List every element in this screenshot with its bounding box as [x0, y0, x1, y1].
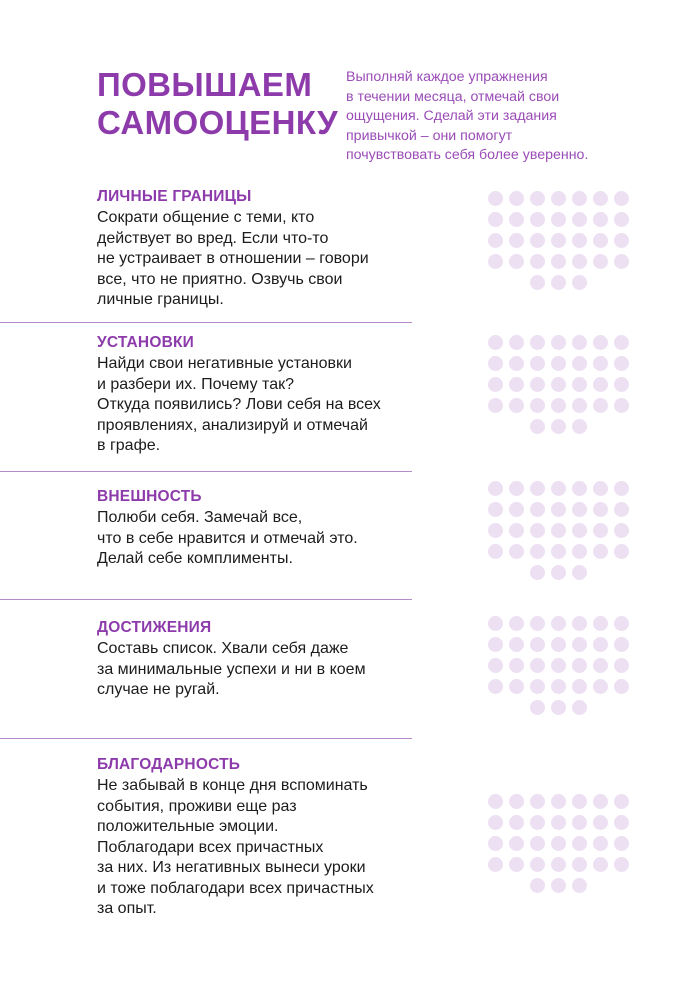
day-tracker-dot[interactable]	[614, 377, 629, 392]
section-text-line: действует во вред. Если что-то	[97, 229, 329, 247]
day-tracker-dot[interactable]	[572, 700, 587, 715]
day-tracker-dot[interactable]	[572, 658, 587, 673]
day-tracker-dot[interactable]	[551, 254, 566, 269]
day-tracker-dot[interactable]	[572, 836, 587, 851]
day-tracker-dot[interactable]	[530, 275, 545, 290]
day-tracker-dot[interactable]	[593, 523, 608, 538]
section-text-line: события, проживи еще раз	[97, 797, 297, 815]
day-tracker-dot[interactable]	[551, 233, 566, 248]
intro-text	[346, 68, 646, 166]
day-tracker-dot[interactable]	[572, 212, 587, 227]
day-tracker-dot[interactable]	[593, 794, 608, 809]
day-tracker-dot[interactable]	[530, 419, 545, 434]
day-tracker-dot[interactable]	[593, 233, 608, 248]
day-tracker-dot[interactable]	[572, 637, 587, 652]
page-title	[97, 66, 338, 142]
day-tracker-dot[interactable]	[509, 523, 524, 538]
day-tracker-dot[interactable]	[530, 356, 545, 371]
day-tracker-dot[interactable]	[551, 481, 566, 496]
day-tracker-dot[interactable]	[488, 212, 503, 227]
section-title: БЛАГОДАРНОСТЬ	[97, 756, 241, 773]
day-tracker-dot[interactable]	[572, 233, 587, 248]
day-tracker-dot[interactable]	[593, 637, 608, 652]
intro-line: в течении месяца, отмечай свои	[346, 88, 560, 105]
day-tracker-dot[interactable]	[614, 335, 629, 350]
section-text-line: Найди свои негативные установки	[97, 355, 352, 372]
section-divider	[0, 599, 412, 600]
day-tracker-dot[interactable]	[530, 398, 545, 413]
day-tracker-dot[interactable]	[509, 679, 524, 694]
day-tracker-dot[interactable]	[530, 233, 545, 248]
day-tracker-dot[interactable]	[551, 356, 566, 371]
day-tracker-dot[interactable]	[488, 658, 503, 673]
day-tracker-dot[interactable]	[488, 481, 503, 496]
section-personal-boundaries	[97, 187, 427, 311]
day-tracker-dot[interactable]	[593, 398, 608, 413]
day-tracker-dot[interactable]	[530, 502, 545, 517]
day-tracker-dot[interactable]	[551, 878, 566, 893]
intro-line: привычкой – они помогут	[346, 127, 513, 144]
day-tracker-dot[interactable]	[572, 191, 587, 206]
day-tracker-dot[interactable]	[593, 544, 608, 559]
day-tracker-dot[interactable]	[551, 637, 566, 652]
day-tracker-dot[interactable]	[572, 377, 587, 392]
day-tracker-dot[interactable]	[530, 481, 545, 496]
section-text-line: за минимальные успехи и ни в коем	[97, 660, 366, 678]
day-tracker-dot[interactable]	[488, 815, 503, 830]
day-tracker-dot[interactable]	[551, 700, 566, 715]
day-tracker-dot[interactable]	[614, 254, 629, 269]
day-tracker-dot[interactable]	[593, 857, 608, 872]
section-text-line: все, что не приятно. Озвучь свои	[97, 270, 343, 288]
day-tracker-dot[interactable]	[572, 275, 587, 290]
section-text-line: за опыт.	[97, 900, 157, 917]
day-tracker-dot[interactable]	[551, 212, 566, 227]
day-tracker-dot[interactable]	[551, 679, 566, 694]
day-tracker-dot[interactable]	[572, 616, 587, 631]
day-tracker-dot[interactable]	[551, 794, 566, 809]
day-tracker-dot[interactable]	[530, 637, 545, 652]
day-tracker-dot[interactable]	[572, 794, 587, 809]
day-tracker-dot[interactable]	[551, 523, 566, 538]
section-text-line: Сократи общение с теми, кто	[97, 209, 315, 226]
day-tracker-dot[interactable]	[530, 523, 545, 538]
day-tracker-dot[interactable]	[530, 857, 545, 872]
day-tracker-dot[interactable]	[614, 815, 629, 830]
day-tracker-dot[interactable]	[593, 481, 608, 496]
day-tracker-dot[interactable]	[509, 254, 524, 269]
intro-line: Выполняй каждое упражнения	[346, 69, 548, 85]
section-gratitude	[97, 755, 427, 920]
day-tracker-dot[interactable]	[551, 857, 566, 872]
section-text-line: в графе.	[97, 437, 161, 454]
day-tracker-dot[interactable]	[509, 502, 524, 517]
day-tracker-dot[interactable]	[488, 398, 503, 413]
day-tracker-dot[interactable]	[509, 481, 524, 496]
day-tracker-dot[interactable]	[551, 836, 566, 851]
section-appearance	[97, 487, 427, 570]
day-tracker-dot[interactable]	[614, 637, 629, 652]
day-tracker-dot[interactable]	[530, 544, 545, 559]
day-tracker-dot[interactable]	[593, 658, 608, 673]
day-tracker-dot[interactable]	[593, 815, 608, 830]
day-tracker-dot[interactable]	[509, 658, 524, 673]
day-tracker-dot[interactable]	[614, 836, 629, 851]
section-divider	[0, 471, 412, 472]
day-tracker-dot[interactable]	[530, 700, 545, 715]
day-tracker-dot[interactable]	[572, 815, 587, 830]
day-tracker-dot[interactable]	[530, 878, 545, 893]
day-tracker-dot[interactable]	[593, 254, 608, 269]
day-tracker-dot[interactable]	[551, 658, 566, 673]
day-tracker-dot[interactable]	[614, 658, 629, 673]
day-tracker-dot[interactable]	[572, 419, 587, 434]
day-tracker-dot[interactable]	[509, 335, 524, 350]
day-tracker-dot[interactable]	[509, 794, 524, 809]
section-text-line: что в себе нравится и отмечай это.	[97, 529, 358, 547]
intro-line: ощущения. Сделай эти задания	[346, 108, 557, 125]
day-tracker-dot[interactable]	[488, 335, 503, 350]
day-tracker-dot[interactable]	[593, 679, 608, 694]
day-tracker-dot[interactable]	[614, 356, 629, 371]
day-tracker-dot[interactable]	[614, 398, 629, 413]
day-tracker-dot[interactable]	[572, 481, 587, 496]
day-tracker-dot[interactable]	[530, 679, 545, 694]
day-tracker-dot[interactable]	[509, 815, 524, 830]
section-title: ДОСТИЖЕНИЯ	[97, 619, 212, 636]
section-divider	[0, 738, 412, 739]
section-text-line: не устраивает в отношении – говори	[97, 250, 369, 267]
section-title: ВНЕШНОСТЬ	[97, 488, 202, 505]
title-line-1: ПОВЫШАЕМ	[97, 66, 313, 103]
day-tracker-dot[interactable]	[614, 233, 629, 248]
section-text-line: за них. Из негативных вынеси уроки	[97, 859, 366, 876]
day-tracker-dot[interactable]	[530, 335, 545, 350]
day-tracker-dot[interactable]	[572, 335, 587, 350]
day-tracker-dot[interactable]	[488, 233, 503, 248]
section-text-line: Не забывай в конце дня вспоминать	[97, 777, 368, 794]
day-tracker-dot[interactable]	[551, 419, 566, 434]
day-tracker-dot[interactable]	[551, 335, 566, 350]
section-text-line: и разбери их. Почему так?	[97, 375, 294, 393]
section-text-line: Откуда появились? Лови себя на всех	[97, 396, 381, 413]
day-tracker-dot[interactable]	[572, 356, 587, 371]
day-tracker-dot[interactable]	[614, 502, 629, 517]
day-tracker-dot[interactable]	[572, 523, 587, 538]
day-tracker-dot[interactable]	[593, 836, 608, 851]
section-text-line: проявлениях, анализируй и отмечай	[97, 416, 368, 434]
day-tracker-dot[interactable]	[488, 794, 503, 809]
day-tracker-dot[interactable]	[593, 191, 608, 206]
day-tracker-dot[interactable]	[551, 275, 566, 290]
day-tracker-dot[interactable]	[593, 502, 608, 517]
day-tracker-dot[interactable]	[530, 616, 545, 631]
day-tracker-dot[interactable]	[593, 377, 608, 392]
day-tracker-dot[interactable]	[593, 356, 608, 371]
section-divider	[0, 322, 412, 323]
day-tracker-dot[interactable]	[509, 212, 524, 227]
day-tracker-dot[interactable]	[530, 254, 545, 269]
day-tracker-dot[interactable]	[551, 191, 566, 206]
section-text-line: личные границы.	[97, 291, 224, 308]
day-tracker-dot[interactable]	[509, 356, 524, 371]
day-tracker-dot[interactable]	[530, 815, 545, 830]
day-tracker-dot[interactable]	[488, 356, 503, 371]
day-tracker-dot[interactable]	[593, 212, 608, 227]
day-tracker-dot[interactable]	[488, 502, 503, 517]
day-tracker-dot[interactable]	[572, 857, 587, 872]
day-tracker-dot[interactable]	[530, 212, 545, 227]
section-achievements	[97, 618, 427, 701]
day-tracker-dot[interactable]	[509, 377, 524, 392]
day-tracker-dot[interactable]	[488, 254, 503, 269]
day-tracker-dot[interactable]	[572, 544, 587, 559]
section-title: УСТАНОВКИ	[97, 334, 194, 351]
day-tracker-dot[interactable]	[509, 857, 524, 872]
day-tracker-dot[interactable]	[488, 679, 503, 694]
day-tracker-dot[interactable]	[488, 523, 503, 538]
day-tracker-dot[interactable]	[551, 398, 566, 413]
day-tracker-dot[interactable]	[509, 544, 524, 559]
day-tracker-dot[interactable]	[614, 679, 629, 694]
day-tracker-dot[interactable]	[572, 679, 587, 694]
day-tracker-dot[interactable]	[614, 212, 629, 227]
day-tracker-dot[interactable]	[488, 377, 503, 392]
day-tracker-dot[interactable]	[488, 544, 503, 559]
section-text-line: Поблагодари всех причастных	[97, 838, 324, 856]
section-text-line: положительные эмоции.	[97, 818, 279, 835]
section-text-line: случае не ругай.	[97, 681, 220, 698]
day-tracker-dot[interactable]	[509, 398, 524, 413]
day-tracker-dot[interactable]	[488, 836, 503, 851]
day-tracker-dot[interactable]	[572, 502, 587, 517]
section-text-line: Делай себе комплименты.	[97, 550, 293, 567]
day-tracker-dot[interactable]	[530, 377, 545, 392]
day-tracker-dot[interactable]	[551, 377, 566, 392]
section-beliefs	[97, 333, 427, 457]
day-tracker-dot[interactable]	[614, 523, 629, 538]
day-tracker-dot[interactable]	[551, 544, 566, 559]
day-tracker-dot[interactable]	[614, 481, 629, 496]
day-tracker-dot[interactable]	[614, 544, 629, 559]
day-tracker-dot[interactable]	[551, 502, 566, 517]
day-tracker-dot[interactable]	[614, 616, 629, 631]
day-tracker-dot[interactable]	[551, 565, 566, 580]
section-text-line: Полюби себя. Замечай все,	[97, 509, 303, 526]
day-tracker-dot[interactable]	[593, 616, 608, 631]
section-text-line: Составь список. Хвали себя даже	[97, 640, 349, 657]
day-tracker-dot[interactable]	[530, 191, 545, 206]
day-tracker-dot[interactable]	[530, 658, 545, 673]
day-tracker-dot[interactable]	[509, 836, 524, 851]
day-tracker-dot[interactable]	[572, 878, 587, 893]
day-tracker-dot[interactable]	[488, 616, 503, 631]
day-tracker-dot[interactable]	[530, 836, 545, 851]
day-tracker-dot[interactable]	[614, 794, 629, 809]
day-tracker-dot[interactable]	[509, 616, 524, 631]
title-line-2: САМООЦЕНКУ	[97, 104, 339, 141]
day-tracker-dot[interactable]	[614, 191, 629, 206]
section-title: ЛИЧНЫЕ ГРАНИЦЫ	[97, 188, 252, 205]
day-tracker-dot[interactable]	[488, 857, 503, 872]
day-tracker-dot[interactable]	[572, 565, 587, 580]
intro-line: почувствовать себя более уверенно.	[346, 147, 589, 164]
day-tracker-dot[interactable]	[488, 637, 503, 652]
section-text-line: и тоже поблагодари всех причастных	[97, 879, 374, 897]
day-tracker-dot[interactable]	[572, 398, 587, 413]
day-tracker-dot[interactable]	[530, 794, 545, 809]
day-tracker-dot[interactable]	[488, 191, 503, 206]
day-tracker-dot[interactable]	[593, 335, 608, 350]
day-tracker-dot[interactable]	[551, 616, 566, 631]
day-tracker-dot[interactable]	[509, 191, 524, 206]
day-tracker-dot[interactable]	[551, 815, 566, 830]
day-tracker-dot[interactable]	[530, 565, 545, 580]
day-tracker-dot[interactable]	[509, 637, 524, 652]
day-tracker-dot[interactable]	[572, 254, 587, 269]
day-tracker-dot[interactable]	[509, 233, 524, 248]
day-tracker-dot[interactable]	[614, 857, 629, 872]
